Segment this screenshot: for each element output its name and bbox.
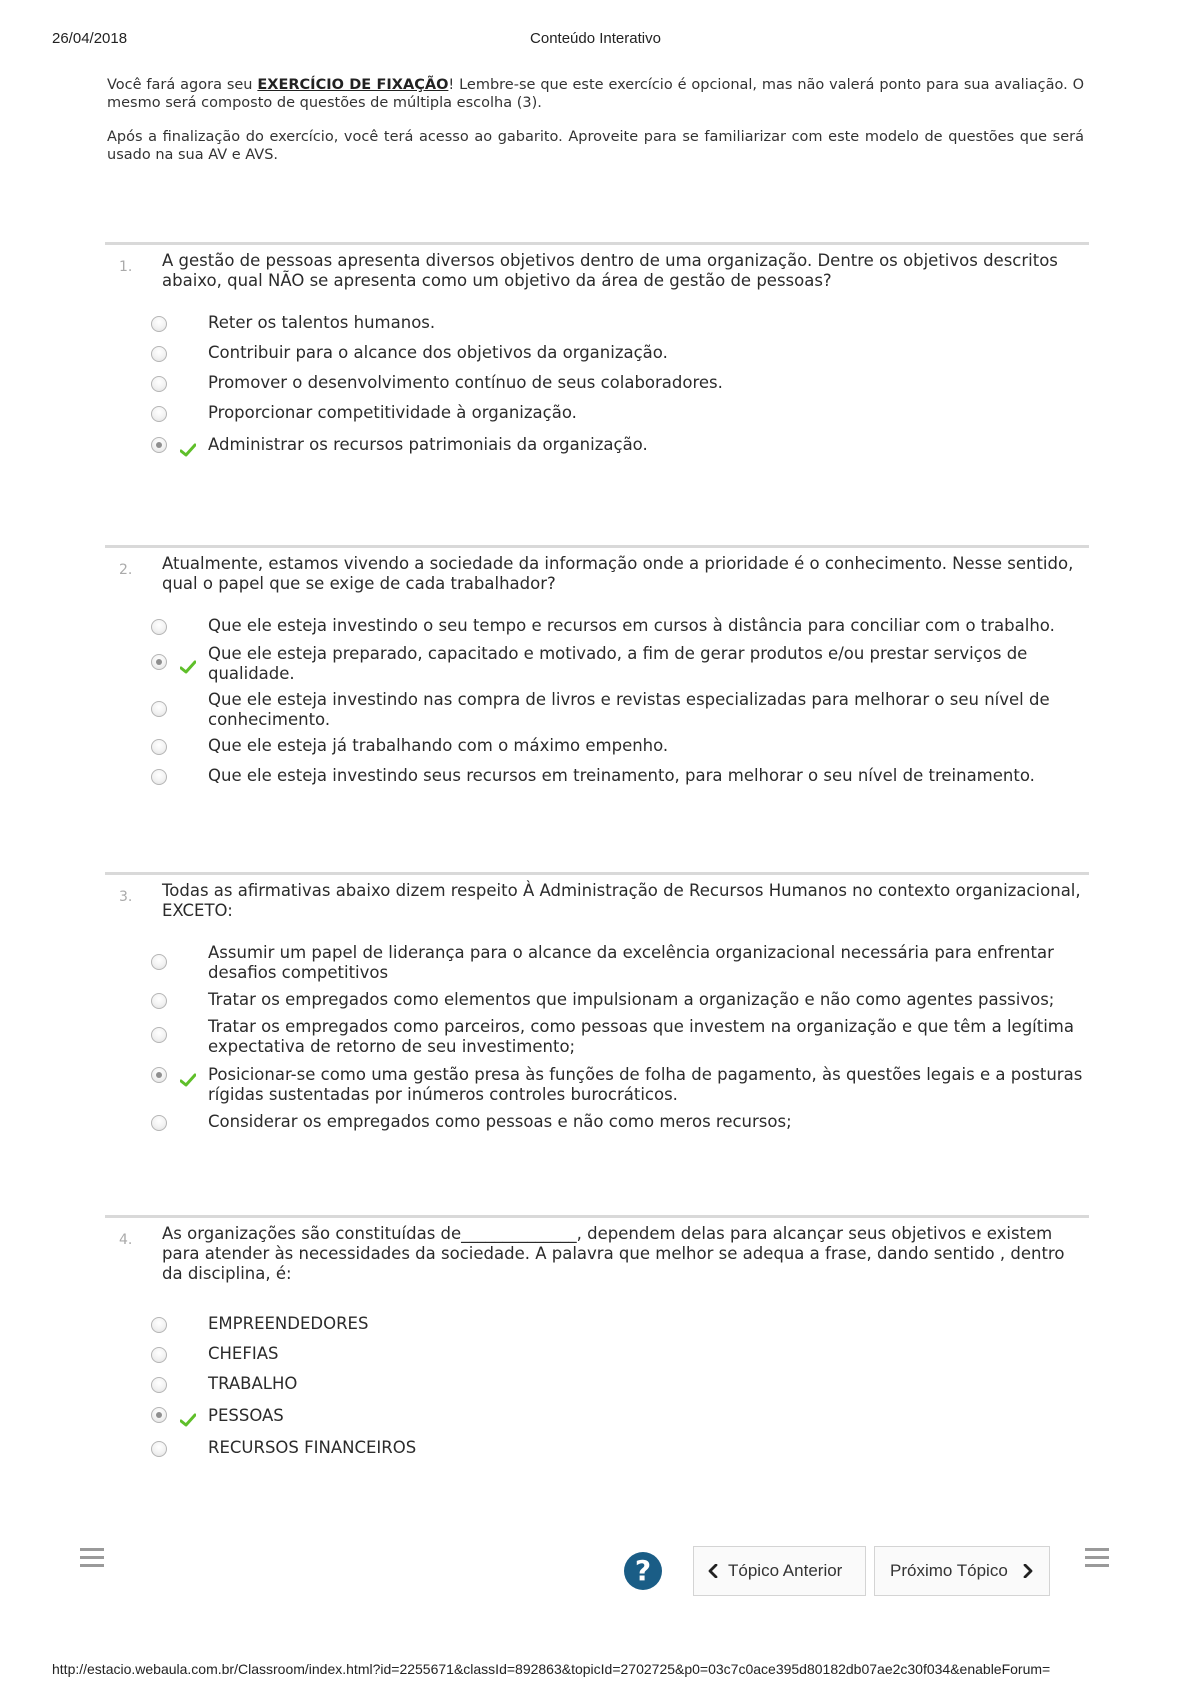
next-topic-label: Próximo Tópico xyxy=(890,1561,1008,1580)
chevron-left-icon xyxy=(708,1564,718,1578)
question-number: 4. xyxy=(119,1232,133,1248)
option-text: Proporcionar competitividade à organização. xyxy=(208,403,577,422)
radio-button-selected[interactable] xyxy=(151,654,167,670)
radio-button-selected[interactable] xyxy=(151,1067,167,1083)
option-text: TRABALHO xyxy=(208,1374,298,1393)
radio-button[interactable] xyxy=(151,769,167,785)
correct-check-icon xyxy=(180,1413,196,1427)
question-text: A gestão de pessoas apresenta diversos objetivos dentro de uma organização. Dentre os objetivos descritos abaixo, qual NÃO se apresenta como um objetivo da área de gestão de pessoas? xyxy=(162,251,1058,290)
radio-button[interactable] xyxy=(151,619,167,635)
radio-button[interactable] xyxy=(151,1441,167,1457)
option-text: CHEFIAS xyxy=(208,1344,279,1363)
radio-button-selected[interactable] xyxy=(151,1407,167,1423)
option-text: Tratar os empregados como elementos que impulsionam a organização e não como agentes passivos; xyxy=(208,990,1055,1009)
option-text: Tratar os empregados como parceiros, como pessoas que investem na organização e que têm a legítima expectativa de retorno de seu investimento; xyxy=(208,1017,1074,1056)
question-2 xyxy=(105,545,1089,785)
footer-url: http://estacio.webaula.com.br/Classroom/index.html?id=2255671&classId=892863&topicId=2702725&p0=03c7c0ace395d80182db07ae2c30f034&enableForum= xyxy=(52,1661,1051,1677)
option-text: Reter os talentos humanos. xyxy=(208,313,436,332)
option-text: Considerar os empregados como pessoas e não como meros recursos; xyxy=(208,1112,792,1131)
question-number: 3. xyxy=(119,889,133,905)
option-text: Que ele esteja investindo o seu tempo e recursos em cursos à distância para conciliar com o trabalho. xyxy=(208,616,1055,635)
option-text: Que ele esteja preparado, capacitado e motivado, a fim de gerar produtos e/ou prestar serviços de qualidade. xyxy=(208,644,1028,683)
option-text: EMPREENDEDORES xyxy=(208,1314,369,1333)
correct-check-icon xyxy=(180,1073,196,1087)
radio-button[interactable] xyxy=(151,346,167,362)
option-text: Contribuir para o alcance dos objetivos da organização. xyxy=(208,343,668,362)
help-icon[interactable]: ? xyxy=(624,1552,662,1590)
option-text: Promover o desenvolvimento contínuo de seus colaboradores. xyxy=(208,373,723,392)
option-text: Que ele esteja investindo seus recursos em treinamento, para melhorar o seu nível de treinamento. xyxy=(208,766,1035,785)
question-number: 1. xyxy=(119,259,133,275)
question-3 xyxy=(105,872,1089,1131)
question-text: As organizações são constituídas de______________, dependem delas para alcançar seus objetivos e existem para atender às necessidades da sociedade. A palavra que melhor se adequa a frase, dando sentido , dentro da disciplina, é: xyxy=(162,1224,1065,1283)
radio-button[interactable] xyxy=(151,406,167,422)
option-text: Que ele esteja já trabalhando com o máximo empenho. xyxy=(208,736,669,755)
radio-button[interactable] xyxy=(151,993,167,1009)
correct-check-icon xyxy=(180,660,196,674)
intro-paragraph-1 xyxy=(107,76,1084,112)
option-text: Posicionar-se como uma gestão presa às funções de folha de pagamento, às questões legais e a posturas rígidas sustentadas por inúmeros controles burocráticos. xyxy=(208,1065,1083,1104)
option-text: RECURSOS FINANCEIROS xyxy=(208,1438,417,1457)
question-1 xyxy=(105,242,1089,454)
page-title: Conteúdo Interativo xyxy=(530,30,661,47)
right-menu-icon[interactable] xyxy=(1085,1548,1109,1568)
previous-topic-button[interactable] xyxy=(693,1546,866,1596)
left-menu-icon[interactable] xyxy=(80,1548,104,1568)
option-text: Administrar os recursos patrimoniais da organização. xyxy=(208,435,648,454)
question-text: Atualmente, estamos vivendo a sociedade da informação onde a prioridade é o conhecimento. Nesse sentido, qual o papel que se exige de cada trabalhador? xyxy=(162,554,1074,593)
correct-check-icon xyxy=(180,443,196,457)
radio-button[interactable] xyxy=(151,1027,167,1043)
previous-topic-label: Tópico Anterior xyxy=(728,1561,843,1580)
intro-text-end: ! Lembre-se que este exercício é opcional, mas não valerá ponto para sua avaliação. O mesmo será composto de questões de múltipla escolha (3). xyxy=(107,77,1085,111)
radio-button[interactable] xyxy=(151,376,167,392)
option-text: Que ele esteja investindo nas compra de livros e revistas especializadas para melhorar o seu nível de conhecimento. xyxy=(208,690,1050,729)
radio-button[interactable] xyxy=(151,1317,167,1333)
next-topic-button[interactable] xyxy=(874,1546,1050,1596)
intro-paragraph-2: Após a finalização do exercício, você terá acesso ao gabarito. Aproveite para se familiarizar com este modelo de questões que será usado na sua AV e AVS. xyxy=(107,129,1084,163)
question-text: Todas as afirmativas abaixo dizem respeito À Administração de Recursos Humanos no contexto organizacional, EXCETO: xyxy=(162,881,1081,920)
option-text: PESSOAS xyxy=(208,1406,284,1425)
radio-button[interactable] xyxy=(151,739,167,755)
question-4 xyxy=(105,1215,1089,1457)
radio-button[interactable] xyxy=(151,1347,167,1363)
radio-button[interactable] xyxy=(151,1115,167,1131)
question-number: 2. xyxy=(119,562,133,578)
radio-button[interactable] xyxy=(151,1377,167,1393)
option-text: Assumir um papel de liderança para o alcance da excelência organizacional necessária para enfrentar desafios competitivos xyxy=(208,943,1054,982)
intro-exercise-highlight: EXERCÍCIO DE FIXAÇÃO xyxy=(257,77,449,93)
radio-button[interactable] xyxy=(151,701,167,717)
intro-text-start: Você fará agora seu xyxy=(107,77,258,93)
radio-button-selected[interactable] xyxy=(151,437,167,453)
chevron-right-icon xyxy=(1023,1564,1033,1578)
radio-button[interactable] xyxy=(151,954,167,970)
print-date: 26/04/2018 xyxy=(52,30,128,47)
radio-button[interactable] xyxy=(151,316,167,332)
